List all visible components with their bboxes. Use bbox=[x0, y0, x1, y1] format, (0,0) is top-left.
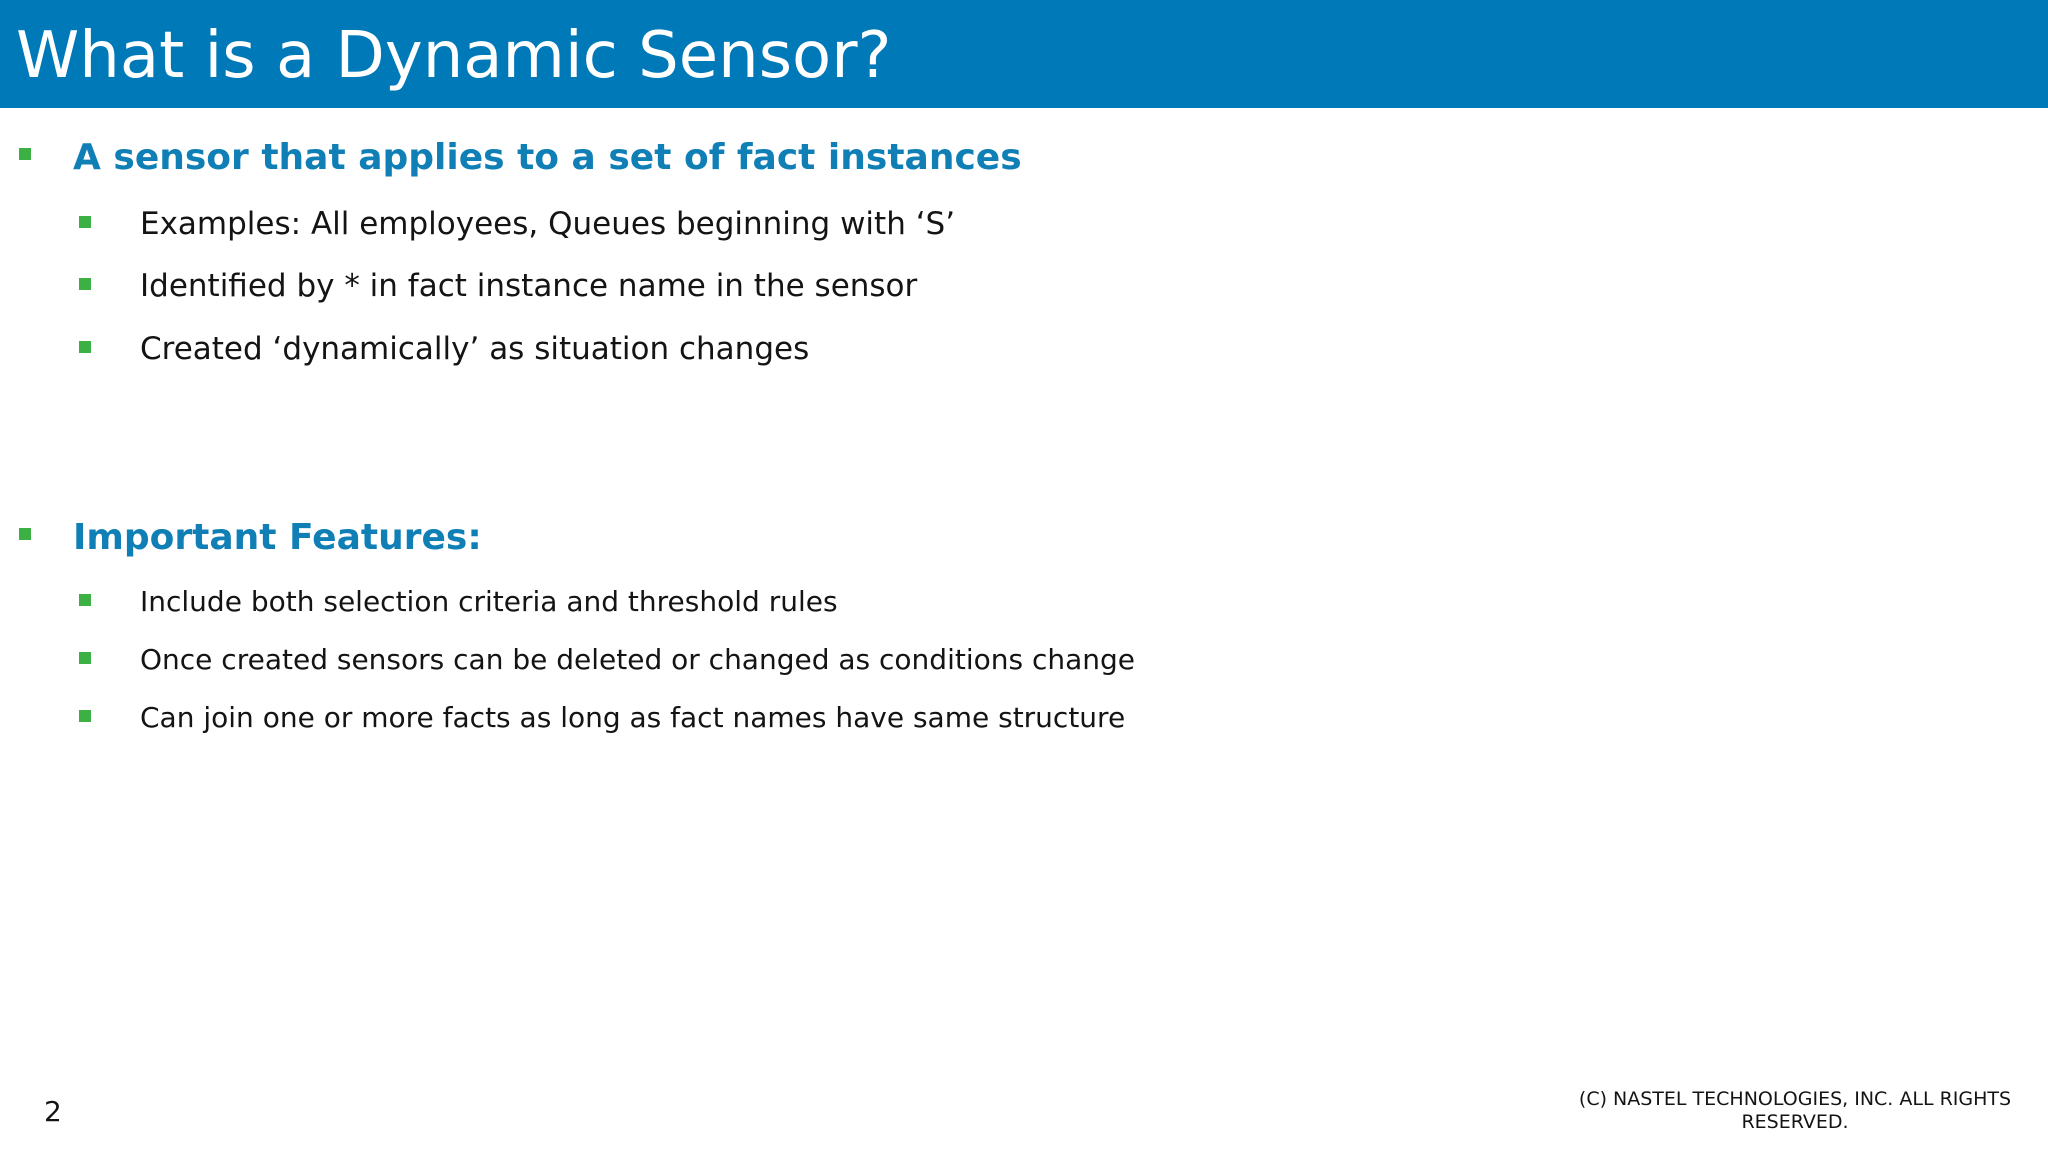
bullet-square-icon bbox=[19, 528, 31, 540]
section2-heading-row bbox=[73, 516, 482, 560]
section1-item-1-text: Examples: All employees, Queues beginning with ‘S’ bbox=[140, 206, 956, 242]
slide-title: What is a Dynamic Sensor? bbox=[16, 19, 892, 93]
section2-item-3-text: Can join one or more facts as long as fact names have same structure bbox=[140, 701, 1126, 734]
section2-item-1 bbox=[140, 582, 838, 622]
section2-item-1-text: Include both selection criteria and threshold rules bbox=[140, 585, 838, 618]
bullet-square-icon bbox=[79, 710, 91, 722]
copyright-line-2: RESERVED. bbox=[1741, 1111, 1849, 1133]
copyright-notice bbox=[1560, 1088, 2030, 1134]
section1-heading-row bbox=[73, 136, 1022, 180]
page-number: 2 bbox=[44, 1095, 62, 1128]
section1-item-3-text: Created ‘dynamically’ as situation changes bbox=[140, 331, 810, 367]
title-bar bbox=[0, 0, 2048, 108]
bullet-square-icon bbox=[19, 148, 31, 160]
section1-item-2 bbox=[140, 266, 917, 306]
section1-item-1 bbox=[140, 204, 955, 244]
bullet-square-icon bbox=[79, 341, 91, 353]
section1-item-2-text: Identified by * in fact instance name in the sensor bbox=[140, 268, 918, 304]
section2-item-2-text: Once created sensors can be deleted or changed as conditions change bbox=[140, 643, 1136, 676]
copyright-line-1: (C) NASTEL TECHNOLOGIES, INC. ALL RIGHTS bbox=[1578, 1088, 2012, 1110]
bullet-square-icon bbox=[79, 594, 91, 606]
bullet-square-icon bbox=[79, 278, 91, 290]
section1-item-3 bbox=[140, 329, 809, 369]
section2-item-3 bbox=[140, 698, 1125, 738]
bullet-square-icon bbox=[79, 652, 91, 664]
bullet-square-icon bbox=[79, 216, 91, 228]
section2-heading: Important Features: bbox=[73, 517, 482, 558]
section1-heading: A sensor that applies to a set of fact instances bbox=[73, 137, 1022, 178]
section2-item-2 bbox=[140, 640, 1135, 680]
